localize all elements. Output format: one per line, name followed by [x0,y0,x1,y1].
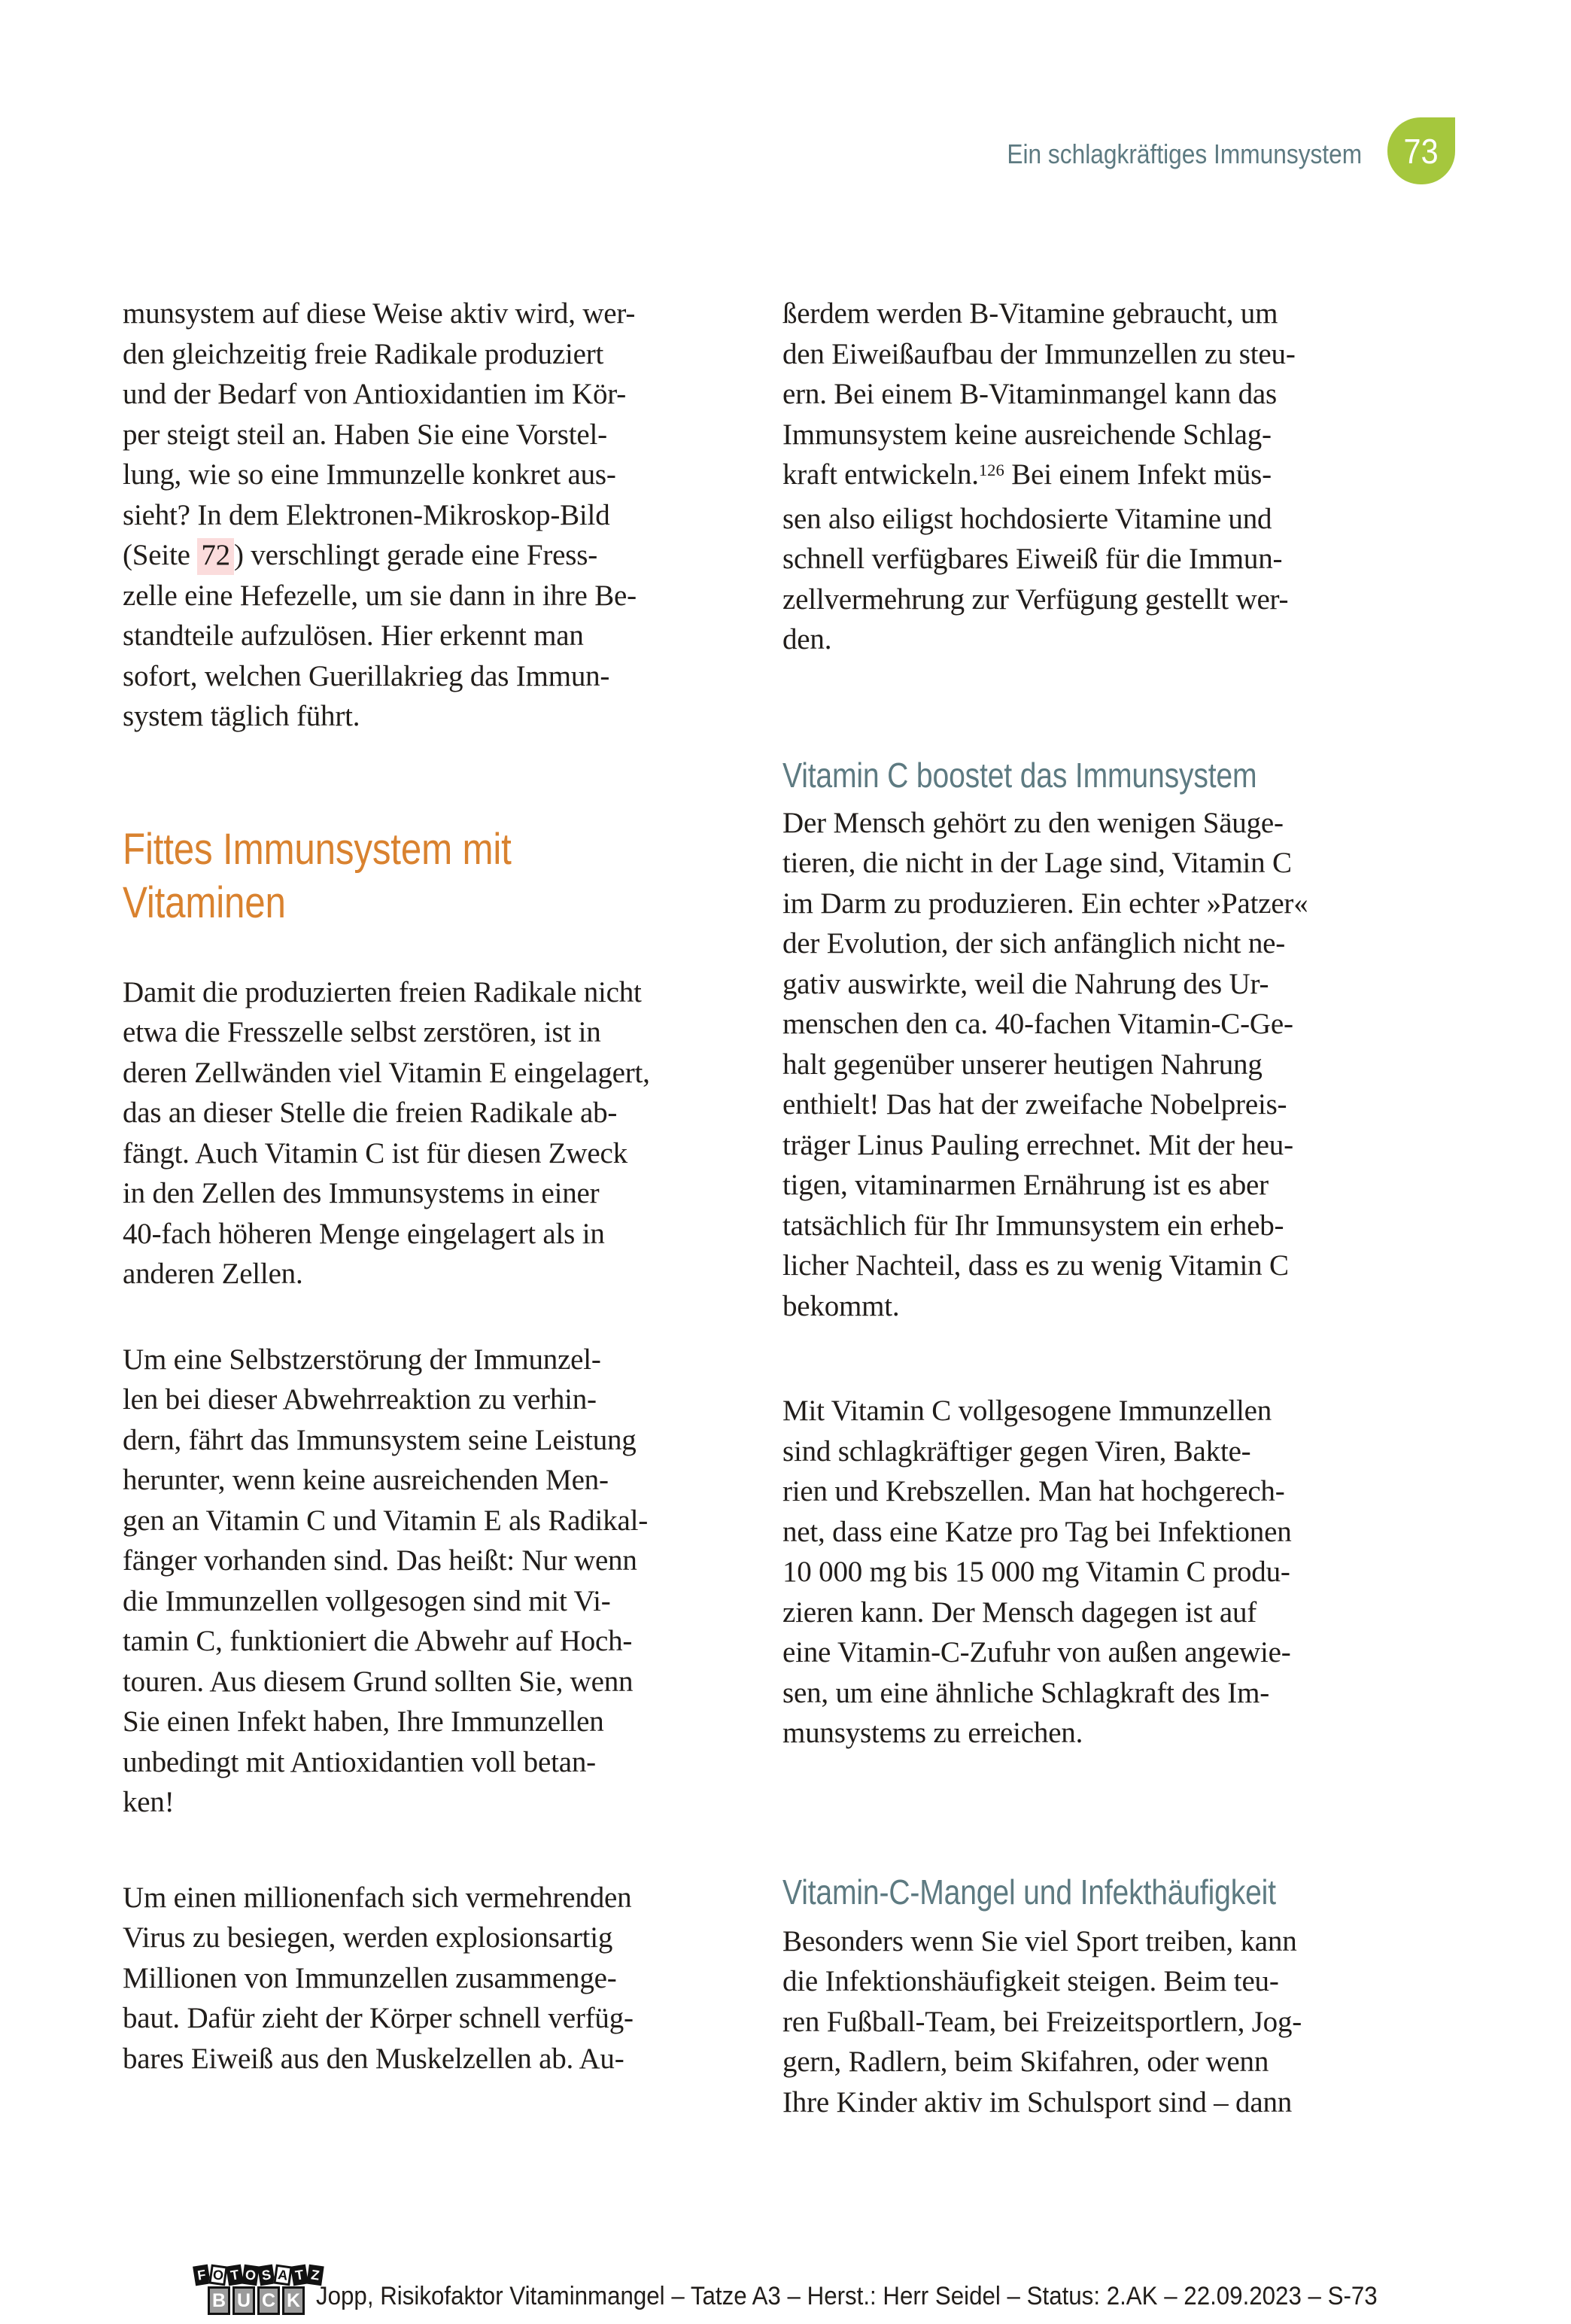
text-span: sen also eiligst hochdosierte Vitamine und [782,502,1272,535]
text-line [123,294,731,334]
text-span: den. [782,623,832,656]
logo-tile: B [208,2286,230,2315]
text-line [782,2002,1390,2043]
text-line [123,1782,731,1823]
text-span: gativ auswirkte, weil die Nahrung des Ur- [782,967,1269,1000]
logo-tile: O [242,2265,259,2286]
text-span: dern, fährt das Immunsystem seine Leistung [123,1423,637,1456]
text-line [782,294,1390,334]
text-span: kraft entwickeln. [782,458,979,491]
text-span: Immunsystem keine ausreichende Schlag- [782,418,1272,451]
text-span: enthielt! Das hat der zweifache Nobelpreis- [782,1088,1287,1121]
text-span: gen an Vitamin C und Vitamin E als Radikal- [123,1504,649,1537]
logo-tile: A [273,2265,292,2286]
text-span: menschen den ca. 40-fachen Vitamin-C-Ge- [782,1008,1293,1040]
text-span: rien und Krebszellen. Man hat hochgerech- [782,1475,1285,1507]
logo-tile: C [257,2286,280,2315]
text-span: lung, wie so eine Immunzelle konkret aus- [123,458,616,491]
text-span: und der Bedarf von Antioxidantien im Kör- [123,378,627,410]
paragraph [123,972,731,1294]
text-span: den gleichzeitig freie Radikale produziert [123,337,604,370]
text-line [782,619,1390,660]
text-span: (Seite [123,539,198,571]
text-span: sieht? In dem Elektronen-Mikroskop-Bild [123,498,610,531]
footnote-reference: 126 [978,461,1004,480]
text-span: 40-fach höheren Menge eingelagert als in [123,1217,605,1250]
text-line [782,1206,1390,1246]
text-span: Virus zu besiegen, werden explosionsartig [123,1921,613,1954]
text-span: touren. Aus diesem Grund sollten Sie, wenn [123,1665,634,1698]
text-span: bekommt. [782,1289,900,1322]
paragraph [123,1878,731,2079]
text-span: die Infektionshäufigkeit steigen. Beim teu- [782,1965,1279,1997]
publisher-logo-fotosatz [194,2265,323,2285]
text-span: anderen Zellen. [123,1258,303,1290]
text-span: standteile aufzulösen. Hier erkennt man [123,619,584,652]
text-line [782,2082,1390,2123]
text-span: zieren kann. Der Mensch dagegen ist auf [782,1595,1257,1629]
text-line [123,1012,731,1053]
text-span: schnell verfügbares Eiweiß für die Immun- [782,543,1283,575]
text-span: munsystem auf diese Weise aktiv wird, wer- [123,297,636,330]
text-span: bares Eiweiß aus den Muskelzellen ab. Au- [123,2042,624,2075]
text-line [123,1702,731,1742]
text-line [782,2042,1390,2082]
running-header: Ein schlagkräftiges Immunsystem [1007,138,1362,169]
text-line [782,1165,1390,1206]
text-span: Der Mensch gehört zu den wenigen Säuge- [782,806,1284,839]
text-span: ßerdem werden B-Vitamine gebraucht, um [782,297,1278,330]
text-line [782,1431,1390,1472]
text-span: zelle eine Hefezelle, um sie dann in ihre Be- [123,579,637,612]
text-span: Bei einem Infekt müs- [1004,458,1272,491]
text-line [123,1742,731,1783]
section-heading-fittes-immunsystem [123,823,640,929]
text-span: sen, um eine ähnliche Schlagkraft des Im- [782,1676,1269,1709]
text-span: fängt. Auch Vitamin C ist für diesen Zweck [123,1136,627,1170]
text-line [782,843,1390,884]
text-line [782,1673,1390,1714]
text-line [782,1552,1390,1592]
text-line [123,1662,731,1702]
text-line [782,1004,1390,1045]
paragraph [782,294,1390,660]
text-line [782,803,1390,844]
text-line [123,1340,731,1380]
text-line [123,1133,731,1174]
text-span: Ihre Kinder aktiv im Schulsport sind – dann [782,2085,1293,2119]
text-span: sofort, welchen Guerillakrieg das Immun- [123,659,610,692]
logo-tile: F [193,2265,211,2286]
text-span: munsystems zu erreichen. [782,1717,1083,1749]
text-line [123,495,731,536]
text-line [782,374,1390,415]
text-line [782,923,1390,964]
text-span: tigen, vitaminarmen Ernährung ist es aber [782,1169,1269,1201]
text-span: in den Zellen des Immunsystems in einer [123,1177,600,1209]
text-line [123,876,640,929]
paragraph [782,803,1390,1327]
logo-tile: K [282,2286,305,2315]
text-line [123,374,731,415]
text-span: Um eine Selbstzerstörung der Immunzel- [123,1343,601,1376]
paragraph [123,1340,731,1823]
text-span: zellvermehrung zur Verfügung gestellt wer- [782,583,1289,616]
text-line [123,415,731,455]
text-span: licher Nachteil, dass es zu wenig Vitamin C [782,1249,1289,1282]
text-line [123,972,731,1013]
paragraph [782,1921,1390,2123]
text-line [782,1084,1390,1125]
text-line [782,499,1390,540]
text-line [123,696,731,737]
text-span: per steigt steil an. Haben Sie eine Vorstel- [123,418,607,451]
text-line [123,1918,731,1958]
text-span: tamin C, funktioniert die Abwehr auf Hoch- [123,1625,633,1657]
text-span: sind schlagkräftiger gegen Viren, Bakte- [782,1434,1251,1468]
text-line [782,1592,1390,1633]
left-column [123,294,731,2079]
logo-tile: U [232,2286,255,2315]
text-span: ken! [123,1786,175,1818]
text-span: tieren, die nicht in der Lage sind, Vitamin C [782,847,1292,879]
text-line [123,823,640,876]
text-span: Fittes Immunsystem mit [123,824,512,874]
text-span: len bei dieser Abwehrreaktion zu verhin- [123,1383,597,1416]
text-span: gern, Radlern, beim Skifahren, oder wenn [782,2046,1269,2078]
text-line [123,535,731,576]
text-line [123,1958,731,1999]
text-span: das an dieser Stelle die freien Radikale ab- [123,1097,618,1129]
text-line [123,1420,731,1461]
text-line [123,656,731,697]
text-span: Mit Vitamin C vollgesogene Immunzellen [782,1395,1272,1427]
text-line [123,455,731,495]
text-line [782,1961,1390,2002]
text-line [123,1093,731,1133]
text-line [782,1246,1390,1286]
text-span: Besonders wenn Sie viel Sport treiben, kann [782,1924,1297,1957]
text-line [123,1254,731,1294]
text-line [123,2039,731,2079]
text-span: baut. Dafür zieht der Körper schnell verfüg- [123,2002,634,2034]
page-number: 73 [1403,131,1439,171]
text-span: net, dass eine Katze pro Tag bei Infektionen [782,1515,1292,1548]
text-line [123,576,731,616]
page-ref-highlight: 72 [197,538,234,575]
text-span: unbedingt mit Antioxidantien voll betan- [123,1745,596,1778]
right-column [782,294,1390,2122]
logo-tile: Z [306,2265,324,2286]
imprint-line: Jopp, Risikofaktor Vitaminmangel – Tatze A3 – Herst.: Herr Seidel – Status: 2.AK – 22.09.2023 – S-73 [316,2282,1378,2310]
text-span: ren Fußball-Team, bei Freizeitsportlern, Jog- [782,2005,1302,2038]
subheading-vitamin-c-mangel: Vitamin-C-Mangel und Infekthäufigkeit [782,1872,1276,1912]
logo-tile: S [257,2265,275,2286]
text-line [782,455,1390,499]
page-number-badge [1387,117,1455,184]
text-line [123,1173,731,1214]
text-line [782,1921,1390,1962]
logo-tile: T [290,2265,308,2286]
text-span: eine Vitamin-C-Zufuhr von außen angewie- [782,1636,1291,1668]
text-line [782,1125,1390,1166]
text-line [782,1713,1390,1754]
text-span: Um einen millionenfach sich vermehrenden [123,1881,632,1914]
text-span: Millionen von Immunzellen zusammenge- [123,1961,617,1994]
text-span: ern. Bei einem B-Vitaminmangel kann das [782,378,1278,410]
text-line [782,1391,1390,1431]
text-line [123,1541,731,1581]
text-span: Sie einen Infekt haben, Ihre Immunzellen [123,1705,604,1738]
text-line [782,579,1390,620]
text-span: ) verschlingt gerade eine Fress- [233,539,598,571]
text-line [782,1632,1390,1673]
text-line [782,1512,1390,1553]
text-span: der Evolution, der sich anfänglich nicht ne- [782,927,1286,960]
logo-tile: T [226,2265,244,2286]
text-line [123,1053,731,1094]
text-line [123,1581,731,1622]
text-span: halt gegenüber unserer heutigen Nahrung [782,1048,1263,1081]
text-span: den Eiweißaufbau der Immunzellen zu steu- [782,337,1296,370]
text-line [123,1878,731,1918]
text-span: Vitaminen [123,878,286,927]
text-line [123,1501,731,1541]
text-span: system täglich führt. [123,700,360,732]
text-line [123,616,731,656]
text-line [782,334,1390,375]
text-line [123,1460,731,1501]
paragraph [782,1391,1390,1754]
text-span: die Immunzellen vollgesogen sind mit Vi- [123,1584,611,1617]
publisher-logo-buck [208,2286,305,2315]
text-span: fänger vorhanden sind. Das heißt: Nur wenn [123,1544,637,1577]
text-span: träger Linus Pauling errechnet. Mit der heu- [782,1128,1293,1161]
paragraph [123,294,731,737]
text-span: deren Zellwänden viel Vitamin E eingelagert, [123,1056,650,1089]
text-line [123,1998,731,2039]
logo-tile: O [208,2265,227,2286]
text-line [782,1471,1390,1512]
text-span: Damit die produzierten freien Radikale nicht [123,975,642,1008]
text-line [782,539,1390,579]
subheading-vitamin-c-boostet: Vitamin C boostet das Immunsystem [782,755,1257,795]
text-span: herunter, wenn keine ausreichenden Men- [123,1464,609,1496]
text-span: etwa die Fresszelle selbst zerstören, ist in [123,1016,601,1048]
text-span: 10 000 mg bis 15 000 mg Vitamin C produ- [782,1556,1290,1588]
text-line [123,1214,731,1255]
text-line [123,1621,731,1662]
text-line [123,1379,731,1420]
text-span: im Darm zu produzieren. Ein echter »Patzer« [782,887,1308,920]
text-line [782,884,1390,924]
text-line [123,334,731,375]
text-line [782,415,1390,455]
text-line [782,1045,1390,1085]
text-line [782,964,1390,1005]
text-span: tatsächlich für Ihr Immunsystem ein erheb- [782,1209,1284,1242]
text-line [782,1286,1390,1327]
